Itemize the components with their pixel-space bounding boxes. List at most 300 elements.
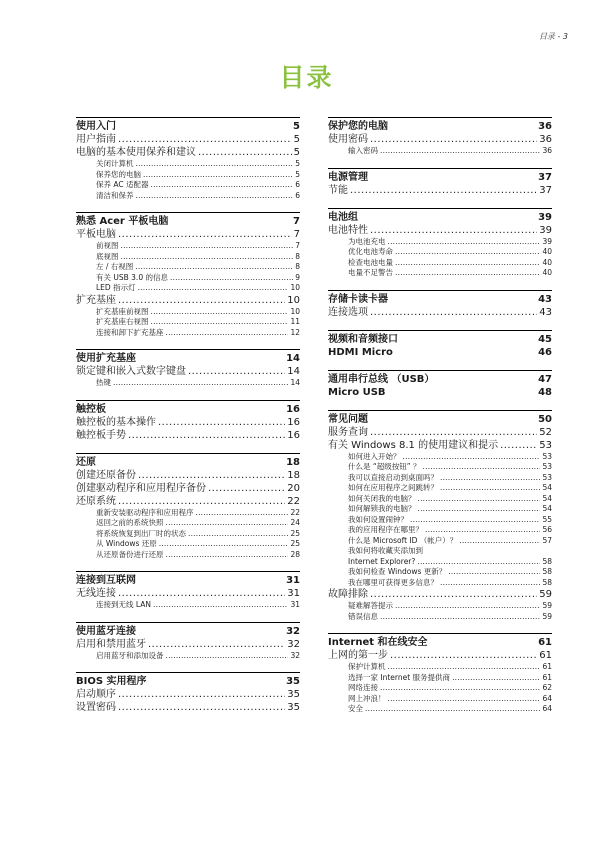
toc-page-number: 5 [293,134,300,145]
toc-page-number: 31 [290,600,300,609]
toc-entry[interactable] [76,133,300,146]
toc-dot-leader [198,146,292,159]
toc-entry[interactable] [328,662,552,673]
toc-dot-leader [370,588,537,601]
toc-page-number: 31 [287,588,300,599]
toc-dot-leader [448,567,540,578]
toc-dot-leader [388,662,541,673]
toc-entry-label: 保护您的电脑 [328,121,388,132]
toc-dot-leader [151,307,289,318]
toc-page-number: 40 [542,247,552,256]
toc-entry-label: 无线连接 [76,588,116,599]
toc-entry[interactable] [76,550,300,561]
toc-entry[interactable] [76,273,300,284]
toc-entry[interactable] [76,317,300,328]
toc-entry-label: 我如何检查 Windows 更新？ [348,567,447,576]
toc-page-number: 57 [542,535,552,545]
toc-entry[interactable] [76,283,300,294]
toc-page-number: 10 [287,294,300,306]
toc-page-number: 22 [290,507,300,517]
toc-gap [76,338,300,349]
toc-dot-leader [388,694,541,705]
toc-entry-label: 连接和卸下扩充基座 [96,327,164,337]
toc-dot-leader [138,469,285,482]
toc-page-number: 56 [542,525,552,534]
toc-entry-label: 返回之前的系统快照 [96,518,164,527]
toc-entry[interactable] [328,306,552,319]
toc-entry[interactable] [76,307,300,318]
toc-entry-label: 使用密码 [328,134,368,145]
toc-entry-label: LED 指示灯 [96,283,136,292]
toc-page-number: 5 [293,147,300,158]
toc-dot-leader [425,525,540,536]
toc-dot-leader [118,133,292,146]
page-title: 目录 [279,63,334,92]
toc-entry-label: 节能 [328,184,348,196]
toc-dot-leader [390,649,537,662]
toc-entry-label: 连接到互联网 [76,575,136,586]
toc-entry[interactable] [328,426,552,439]
toc-page-number: 37 [539,184,552,196]
toc-dot-leader [166,550,289,561]
toc-page-number: 5 [295,169,300,179]
toc-column-left [76,117,300,714]
toc-page-number: 54 [542,483,552,492]
toc-entry-label: 网络连接 [348,683,378,692]
toc-entry-label: BIOS 实用程序 [76,676,147,687]
toc-entry[interactable] [328,515,552,526]
toc-gap [328,157,552,168]
toc-page-number: 59 [542,601,552,610]
toc-entry-label: 用户指南 [76,134,116,145]
toc-dot-leader [440,473,540,484]
toc-page-number: 58 [542,556,552,566]
toc-entry[interactable] [76,701,300,714]
toc-page-number: 25 [290,539,300,548]
toc-entry[interactable] [328,557,552,568]
toc-dot-leader [118,587,285,600]
toc-page-number: 53 [539,439,552,451]
toc-dot-leader [395,268,540,279]
toc-entry-label: 关闭计算机 [96,159,134,168]
toc-section-entry[interactable] [76,118,300,133]
toc-entry-label: 有关 Windows 8.1 的使用建议和提示 [328,439,499,451]
toc-entry-label: Internet Explorer? [348,556,416,566]
toc-page-number: 7 [295,241,300,250]
toc-entry-label: 如何关闭我的电脑？ [348,493,416,503]
toc-entry-label: 有关 USB 3.0 的信息 [96,272,168,282]
toc-entry-label: 启用蓝牙和添加设备 [96,650,164,660]
toc-dot-leader [403,452,541,463]
toc-page-number: 35 [287,689,300,700]
toc-section-entry[interactable] [76,673,300,688]
toc-entry-label: 如何在应用程序之间跳转？ [348,483,438,492]
toc-entry[interactable] [328,649,552,662]
toc-entry-label: 保护计算机 [348,662,386,671]
toc-entry-label: 扩充基座前视图 [96,306,149,316]
toc-entry[interactable] [328,439,552,452]
toc-page-number: 8 [295,251,300,261]
toc-page-number: 64 [542,693,552,703]
toc-entry[interactable] [76,378,300,389]
toc-dot-leader [350,184,537,197]
toc-page-number: 43 [538,293,552,305]
toc-gap [328,359,552,370]
toc-entry-label: 扩充基座右视图 [96,317,149,326]
toc-page-number: 5 [295,159,300,168]
toc-entry[interactable] [328,146,552,157]
toc-page-number: 20 [287,482,300,494]
toc-entry[interactable] [76,508,300,519]
toc-entry-label: 电池组 [328,211,358,223]
toc-page-number: 45 [538,333,552,345]
toc-entry[interactable] [328,258,552,269]
toc-entry[interactable] [76,638,300,651]
toc-page-number: 6 [295,190,300,200]
toc-dot-leader [188,529,288,540]
toc-section-entry[interactable] [76,401,300,416]
toc-page-number: 14 [286,353,300,364]
toc-entry-label: 连接选项 [328,306,368,318]
toc-dot-leader [370,426,537,439]
toc-section-entry[interactable] [328,291,552,306]
toc-entry[interactable] [328,683,552,694]
toc-page-number: 12 [290,327,300,337]
toc-page-number: 10 [290,306,300,316]
toc-entry[interactable] [76,294,300,307]
toc-entry[interactable] [76,539,300,550]
toc-entry-label: 输入密码 [348,146,378,155]
toc-entry[interactable] [76,429,300,442]
toc-entry-label: 将系统恢复到出厂时的状态 [96,528,186,538]
toc-entry-label: 电脑的基本使用保养和建议 [76,147,196,158]
toc-entry-label: 电池特性 [328,224,368,236]
toc-entry-label: 熟悉 Acer 平板电脑 [76,216,169,227]
toc-entry-label: 触控板手势 [76,429,126,441]
toc-entry[interactable] [328,247,552,258]
toc-dot-leader [395,258,540,269]
toc-section-entry[interactable] [76,213,300,228]
toc-page-number: 36 [538,121,552,132]
toc-entry-label: 使用入门 [76,121,116,132]
toc-entry[interactable] [76,252,300,263]
toc-entry-label: 我可以直接启动到桌面吗？ [348,472,438,482]
toc-dot-leader [158,416,285,429]
toc-dot-leader [410,515,540,526]
toc-entry[interactable] [76,328,300,339]
toc-page-number: 14 [287,366,300,377]
toc-page-number: 6 [295,180,300,189]
toc-dot-leader [440,483,540,494]
toc-gap [76,442,300,453]
toc-entry[interactable] [76,482,300,495]
toc-section-entry[interactable] [328,371,552,386]
toc-gap [328,197,552,208]
toc-entry-label: 什么是 “超级按钮” ？ [348,462,421,471]
toc-dot-leader [500,439,537,452]
toc-entry[interactable] [328,237,552,248]
toc-entry-label: 保养 AC 适配器 [96,180,149,189]
toc-page-number: 7 [293,229,300,240]
toc-entry-label: 触控板 [76,403,106,415]
toc-page-number: 61 [539,650,552,661]
toc-page-number: 18 [287,469,300,481]
toc-entry-label: 设置密码 [76,702,116,713]
toc-entry[interactable] [328,483,552,494]
toc-entry[interactable] [76,587,300,600]
toc-page-number: 36 [539,134,552,145]
toc-section-entry[interactable] [328,386,552,399]
toc-entry-label: 网上冲浪！ [348,693,386,703]
toc-page-number: 31 [286,575,300,586]
toc-dot-leader [417,557,540,568]
toc-entry-label: 安全 [348,704,363,713]
toc-entry-label: 如何解锁我的电脑？ [348,504,416,513]
toc-entry[interactable] [328,612,552,623]
toc-dot-leader [148,638,285,651]
toc-dot-leader [170,273,293,284]
toc-dot-leader [143,170,293,181]
toc-entry[interactable] [76,191,300,202]
toc-page-number: 59 [542,611,552,621]
toc-dot-leader [188,365,285,378]
toc-entry[interactable] [328,704,552,715]
toc-entry[interactable] [76,688,300,701]
toc-section-entry[interactable] [328,634,552,649]
toc-entry[interactable] [328,578,552,589]
toc-dot-leader [388,237,541,248]
toc-entry[interactable] [328,536,552,547]
toc-entry[interactable] [76,651,300,662]
toc-entry-label: 服务查询 [328,426,368,438]
toc-gap [76,661,300,672]
toc-gap [76,201,300,212]
toc-entry[interactable] [328,694,552,705]
toc-page-number: 47 [538,373,552,385]
toc-page-number: 25 [290,528,300,538]
toc-dot-leader [452,673,540,684]
toc-entry[interactable] [328,525,552,536]
toc-page-number: 62 [542,683,552,692]
toc-dot-leader [159,539,289,550]
toc-entry[interactable] [76,518,300,529]
toc-dot-leader [370,224,537,237]
toc-entry[interactable] [328,224,552,237]
toc-page-number: 43 [539,306,552,318]
toc-dot-leader [113,378,288,389]
toc-section-entry[interactable] [76,350,300,365]
toc-page-number: 61 [538,637,552,648]
toc-entry-label: 我的应用程序在哪里？ [348,525,423,534]
toc-dot-leader [459,536,540,547]
toc-page-number: 37 [538,171,552,183]
toc-section-entry[interactable] [76,623,300,638]
toc-entry[interactable] [76,159,300,170]
toc-entry[interactable] [328,504,552,515]
toc-entry-label: 前视图 [96,241,119,250]
toc-page-number: 55 [542,514,552,524]
toc-page-number: 9 [295,272,300,282]
toc-entry[interactable] [328,673,552,684]
toc-gap [76,611,300,622]
toc-page-number: 54 [542,493,552,503]
toc-entry-label: 检查电池电量 [348,257,393,267]
toc-dot-leader [395,601,540,612]
toc-entry[interactable] [328,473,552,484]
toc-page-number: 46 [538,346,552,358]
toc-dot-leader [151,180,294,191]
toc-page-number: 16 [286,403,300,415]
toc-dot-leader [395,247,540,258]
toc-entry[interactable] [328,452,552,463]
toc-page-number: 48 [538,386,552,398]
toc-gap [328,319,552,330]
toc-page-number: 36 [542,146,552,155]
toc-dot-leader [136,159,294,170]
toc-entry-label: 创建还原备份 [76,469,136,481]
toc-section-entry[interactable] [328,169,552,184]
toc-dot-leader [121,252,294,263]
toc-entry[interactable] [76,416,300,429]
toc-dot-leader [418,494,541,505]
toc-entry[interactable] [76,228,300,241]
toc-page-number: 58 [542,577,552,587]
toc-entry-label: 保养您的电脑 [96,169,141,179]
toc-dot-leader [166,328,289,339]
toc-entry-label: 锁定键和嵌入式数字键盘 [76,366,186,377]
toc-entry-label: 从还原备份进行还原 [96,549,164,559]
toc-dot-leader [135,262,293,273]
toc-entry[interactable] [328,494,552,505]
toc-entry-label: 使用蓝牙连接 [76,625,136,637]
toc-page-number: 40 [542,268,552,277]
toc-page-number: 35 [286,676,300,687]
toc-entry[interactable] [76,262,300,273]
toc-page-number: 53 [542,451,552,461]
toc-entry[interactable] [76,495,300,508]
toc-entry-label: 疑难解答提示 [348,601,393,610]
toc-page-number: 35 [287,702,300,713]
toc-entry-label: 我在哪里可获得更多信息？ [348,577,438,587]
toc-page-number: 16 [287,429,300,441]
toc-dot-leader [118,688,285,701]
toc-page-number: 24 [290,518,300,527]
toc-section-entry[interactable] [328,346,552,359]
toc-entry-label: 故障排除 [328,589,368,600]
toc-entry-label: 启用和禁用蓝牙 [76,638,146,650]
toc-entry-label: 优化电池寿命 [348,247,393,256]
toc-dot-leader [136,191,294,202]
toc-dot-leader [196,508,289,519]
toc-entry-label: 通用串行总线 （USB） [328,373,435,385]
toc-entry-label: 扩充基座 [76,294,116,306]
toc-entry[interactable] [76,365,300,378]
toc-dot-leader [380,612,540,623]
toc-page-number: 10 [290,283,300,292]
toc-page-number: 61 [542,662,552,671]
toc-page-number: 39 [538,211,552,223]
toc-entry[interactable] [328,567,552,578]
toc-dot-leader [128,429,285,442]
toc-dot-leader [121,241,294,252]
toc-dot-leader [166,518,289,529]
toc-entry-label: 我如何设置闹钟？ [348,514,408,524]
toc-entry[interactable] [76,469,300,482]
toc-entry-label: 触控板的基本操作 [76,416,156,428]
toc-page-number: 64 [542,704,552,713]
toc-entry-label: 什么是 Microsoft ID （帐户）？ [348,535,458,545]
toc-dot-leader [166,651,289,662]
toc-entry-label: 底视图 [96,251,119,261]
toc-entry[interactable] [76,180,300,191]
toc-section-entry[interactable] [328,118,552,133]
toc-entry-label: 清洁和保养 [96,190,134,200]
toc-dot-leader [118,294,285,307]
toc-section-entry[interactable] [76,572,300,587]
toc-entry[interactable] [76,146,300,159]
toc-entry-label: 从 Windows 还原 [96,539,157,548]
toc-section-entry[interactable] [328,411,552,426]
toc-dot-leader [365,704,540,715]
toc-entry[interactable] [76,241,300,252]
toc-entry[interactable] [328,601,552,612]
toc-section-entry[interactable] [328,331,552,346]
toc-entry[interactable] [328,462,552,473]
toc-page-number: 50 [538,413,552,425]
toc-entry[interactable] [76,170,300,181]
toc-page-number: 5 [293,121,300,132]
toc-page-number: 39 [542,236,552,246]
toc-entry-label: 启动顺序 [76,689,116,700]
toc-entry-label: 错误信息 [348,611,378,621]
toc-page-number: 7 [293,216,300,227]
toc-dot-leader [380,146,540,157]
toc-dot-leader [138,283,289,294]
toc-dot-leader [151,317,289,328]
toc-entry[interactable] [328,588,552,601]
toc-section-entry[interactable] [328,209,552,224]
toc-entry[interactable] [76,600,300,611]
toc-entry-label: 还原系统 [76,495,116,507]
toc-column-right [328,117,552,715]
toc-page-number: 53 [542,462,552,471]
toc-entry-label: 重新安装驱动程序和应用程序 [96,507,194,517]
toc-page-number: 22 [287,495,300,507]
toc-entry-label: 存储卡读卡器 [328,293,388,305]
toc-entry[interactable] [328,268,552,279]
toc-entry[interactable] [328,133,552,146]
toc-page-number: 28 [290,549,300,559]
toc-page-number: 40 [542,257,552,267]
toc-section-entry[interactable] [76,454,300,469]
toc-gap [328,279,552,290]
toc-entry-label: 电源管理 [328,171,368,183]
toc-dot-leader [370,306,537,319]
toc-page-number: 52 [539,426,552,438]
toc-dot-leader [118,228,292,241]
toc-dot-leader [440,578,540,589]
toc-entry[interactable] [328,184,552,197]
toc-entry-label: 我如何将收藏夹添加到 [348,546,423,555]
toc-page-number: 54 [542,504,552,513]
toc-entry[interactable] [76,529,300,540]
toc-page-number: 61 [542,672,552,682]
toc-page-number: 18 [286,456,300,468]
toc-page-number: 16 [287,416,300,428]
toc-dot-leader [153,600,288,611]
toc-gap [328,622,552,633]
toc-entry[interactable] [328,546,552,557]
